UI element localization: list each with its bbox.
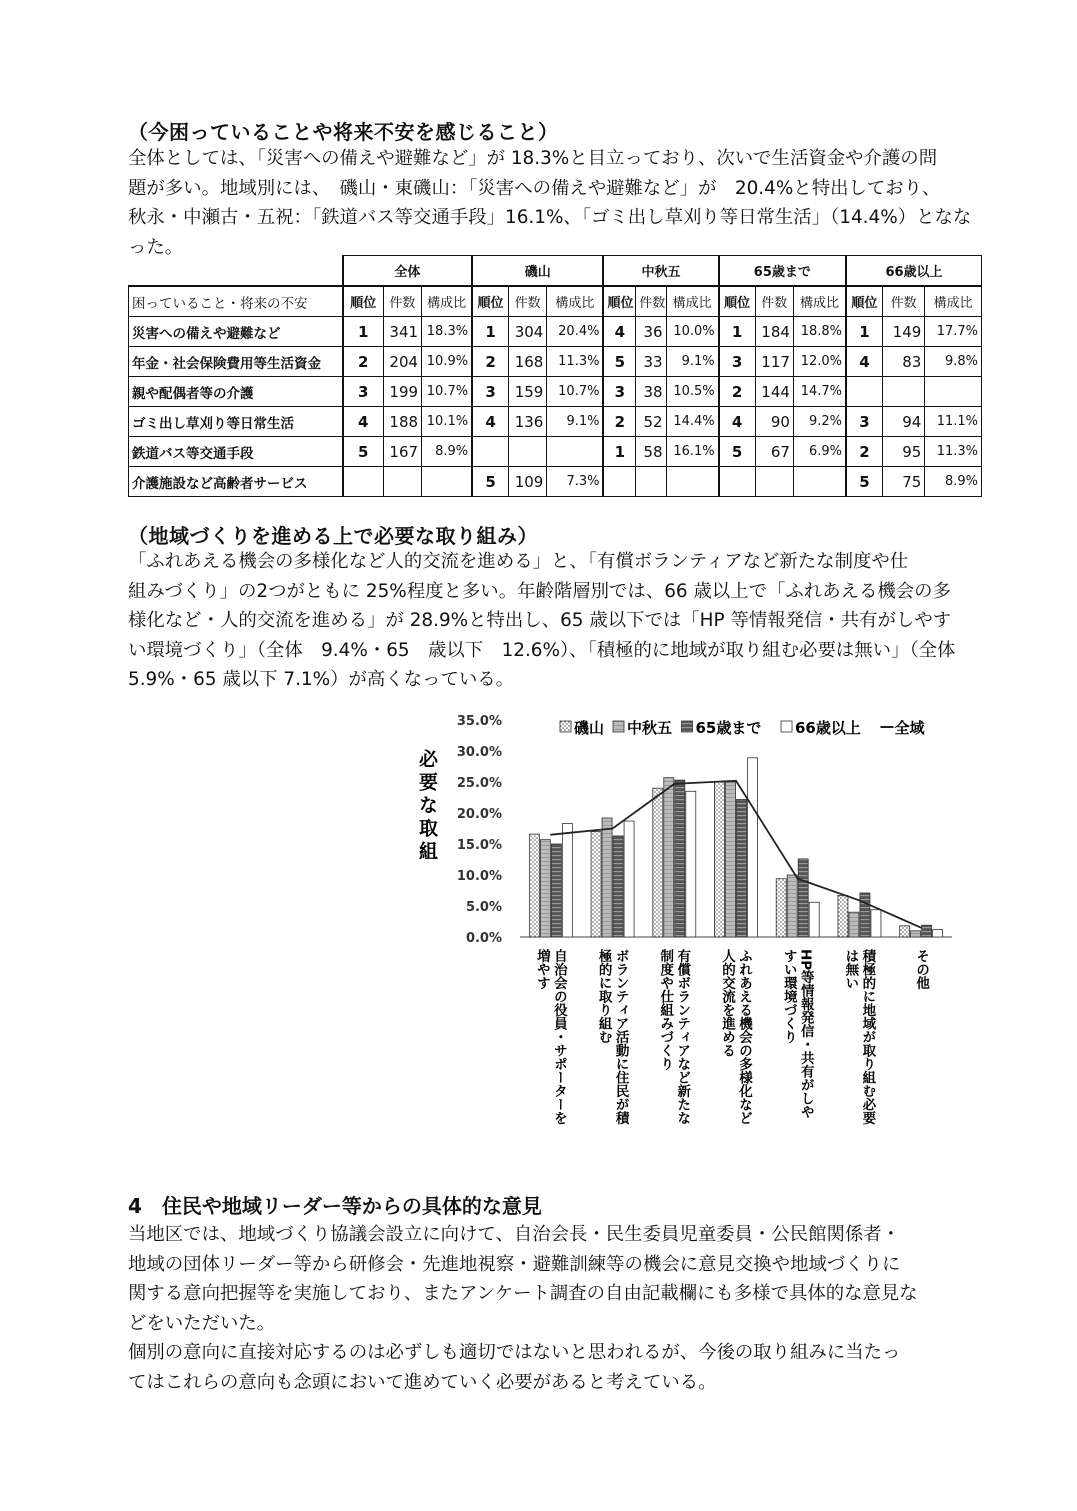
section2-line: 「ふれあえる機会の多様化など人的交流を進める」と、「有償ボランティアなど新たな制度や仕 <box>128 551 909 572</box>
table-cell-rank: 2 <box>472 347 508 377</box>
bar <box>664 778 674 937</box>
section4-line: どをいただいた。 <box>128 1312 276 1334</box>
bar <box>900 926 910 937</box>
table-cell-rank: 5 <box>603 347 635 377</box>
table-cell-ratio: 10.7% <box>547 377 604 407</box>
legend-swatch <box>560 721 571 732</box>
initiatives-chart <box>412 705 964 1157</box>
section4-line: 地域の団体リーダー等から研修会・先進地視察・避難訓練等の機会に意見交換や地域づくりに <box>128 1253 901 1275</box>
table-cell-count: 94 <box>882 407 924 437</box>
table-sub-header: 順位 <box>719 286 755 317</box>
bar <box>529 834 539 937</box>
legend-swatch <box>682 721 693 732</box>
line-point <box>550 834 552 836</box>
line-point <box>673 783 675 785</box>
table-cell-ratio: 17.7% <box>925 317 982 347</box>
table-cell-rank: 2 <box>603 407 635 437</box>
table-cell-rank: 4 <box>719 407 755 437</box>
section2-line: い環境づくり」（全体 9.4%・65 歳以下 12.6%）、「積極的に地域が取り組む必要は無い」（全体 <box>128 639 956 661</box>
table-cell-ratio <box>547 437 604 467</box>
table-sub-header: 件数 <box>636 286 666 317</box>
table-cell-count: 52 <box>636 407 666 437</box>
table-cell-rank <box>603 467 635 497</box>
x-category-label: 有償ボランティアなど新たな <box>674 949 691 1125</box>
bar <box>748 758 758 937</box>
table-corner <box>129 256 343 287</box>
table-cell-ratio: 9.8% <box>925 347 982 377</box>
table-cell-count: 149 <box>882 317 924 347</box>
bar <box>686 791 696 937</box>
x-category-label: その他 <box>913 949 930 990</box>
section4-paragraph <box>128 1220 984 1397</box>
bar <box>653 788 663 937</box>
table-row-label: 災害への備えや避難など <box>129 317 343 347</box>
y-tick-label: 35.0% <box>456 714 502 729</box>
y-tick-label: 0.0% <box>465 931 502 946</box>
table-cell-ratio: 11.3% <box>547 347 604 377</box>
table-cell-count <box>882 377 924 407</box>
legend-swatch <box>781 721 792 732</box>
table-cell-count: 188 <box>383 407 421 437</box>
section1-heading: （今困っていることや将来不安を感じること） <box>128 120 559 144</box>
bar <box>726 782 736 937</box>
line-point <box>920 927 922 929</box>
table-cell-rank: 2 <box>719 377 755 407</box>
line-point <box>797 878 799 880</box>
table-cell-count: 36 <box>636 317 666 347</box>
table-cell-rank: 5 <box>719 437 755 467</box>
x-category-label: HP等情報発信・共有がしや <box>797 949 814 1119</box>
bar <box>798 859 808 937</box>
table-cell-rank: 3 <box>343 377 383 407</box>
y-tick-label: 15.0% <box>456 838 502 853</box>
table-cell-rank: 3 <box>846 407 882 437</box>
table-cell-ratio <box>793 467 846 497</box>
x-category-label: すい環境づくり <box>780 949 797 1044</box>
table-row <box>129 467 982 497</box>
x-category-label: 増やす <box>533 949 550 990</box>
table-cell-ratio: 14.4% <box>666 407 719 437</box>
table-cell-rank: 5 <box>472 467 508 497</box>
legend-label: 全域 <box>894 719 925 737</box>
section4-line: 関する意向把握等を実施しており、またアンケート調査の自由記載欄にも多様で具体的な意見な <box>128 1283 918 1304</box>
table-cell-count <box>755 467 793 497</box>
line-point <box>859 900 861 902</box>
x-category-label: 制度や仕組みづくり <box>657 949 674 1071</box>
legend-label: 中秋五 <box>627 719 673 737</box>
bar <box>860 893 870 937</box>
table-cell-ratio: 18.3% <box>422 317 473 347</box>
table-cell-count: 341 <box>383 317 421 347</box>
section1-paragraph <box>128 144 984 262</box>
table-group-header: 磯山 <box>472 256 603 287</box>
table-row-label: 親や配偶者等の介護 <box>129 377 343 407</box>
x-category-label: 人的交流を進める <box>719 949 735 1057</box>
table-cell-count: 159 <box>508 377 546 407</box>
table-cell-count: 75 <box>882 467 924 497</box>
section2-paragraph <box>128 547 984 695</box>
table-row <box>129 437 982 467</box>
table-row-label: 介護施設など高齢者サービス <box>129 467 343 497</box>
bar <box>602 818 612 937</box>
table-row <box>129 407 982 437</box>
table-group-header: 全体 <box>343 256 472 287</box>
table-cell-ratio: 11.1% <box>925 407 982 437</box>
y-axis-label: 必要な取組 <box>416 749 438 864</box>
table-group-header: 65歳まで <box>719 256 846 287</box>
table-cell-ratio: 6.9% <box>793 437 846 467</box>
table-cell-ratio: 11.3% <box>925 437 982 467</box>
section4-line: 個別の意向に直接対応するのは必ずしも適切ではないと思われるが、今後の取り組みに当たっ <box>128 1342 901 1363</box>
bar <box>871 910 881 937</box>
table-cell-count <box>636 467 666 497</box>
section4-heading: 4 住民や地域リーダー等からの具体的な意見 <box>128 1194 542 1218</box>
table-cell-rank <box>343 467 383 497</box>
section1-line: 全体としては、「災害への備えや避難など」が 18.3%と目立っており、次いで生活資金や介護の問 <box>128 148 938 169</box>
bar <box>551 844 561 937</box>
table-cell-count: 136 <box>508 407 546 437</box>
legend-label: 65歳まで <box>695 719 762 737</box>
table-sub-header: 構成比 <box>547 286 604 317</box>
bar <box>787 875 797 937</box>
table-cell-ratio: 10.0% <box>666 317 719 347</box>
table-sub-header: 構成比 <box>925 286 982 317</box>
table-cell-ratio: 20.4% <box>547 317 604 347</box>
legend <box>560 719 926 737</box>
y-tick-label: 20.0% <box>456 807 502 822</box>
table-cell-rank: 4 <box>472 407 508 437</box>
section2-line: 5.9%・65 歳以下 7.1%）が高くなっている。 <box>128 669 515 690</box>
table-cell-count: 95 <box>882 437 924 467</box>
bar <box>922 925 932 937</box>
table-cell-ratio <box>925 377 982 407</box>
section4-line: てはこれらの意向も念頭において進めていく必要があると考えている。 <box>128 1371 717 1393</box>
table-row <box>129 317 982 347</box>
table-cell-count: 204 <box>383 347 421 377</box>
table-cell-rank: 3 <box>603 377 635 407</box>
legend-label: 磯山 <box>574 719 605 737</box>
table-cell-ratio: 10.9% <box>422 347 473 377</box>
table-cell-ratio: 10.1% <box>422 407 473 437</box>
table-group-header: 中秋五 <box>603 256 718 287</box>
table-row <box>129 347 982 377</box>
table-cell-ratio: 8.9% <box>925 467 982 497</box>
bar <box>849 912 859 937</box>
section2-line: 様化など・人的交流を進める」が 28.9%と特出し、65 歳以下では「HP 等情報発信・共有がしやす <box>128 610 952 631</box>
table-cell-rank: 3 <box>719 347 755 377</box>
table-cell-count: 67 <box>755 437 793 467</box>
bar <box>838 895 848 937</box>
table-cell-rank: 1 <box>472 317 508 347</box>
table-sub-header: 構成比 <box>793 286 846 317</box>
table-sub-header: 構成比 <box>666 286 719 317</box>
table-group-header: 66歳以上 <box>846 256 982 287</box>
table-sub-header: 構成比 <box>422 286 473 317</box>
table-cell-ratio: 8.9% <box>422 437 473 467</box>
table-cell-count: 58 <box>636 437 666 467</box>
table-cell-ratio: 10.5% <box>666 377 719 407</box>
table-cell-rank: 3 <box>472 377 508 407</box>
section1-line: った。 <box>128 236 184 258</box>
table-cell-ratio: 18.8% <box>793 317 846 347</box>
table-row-label: 年金・社会保険費用等生活資金 <box>129 347 343 377</box>
table-cell-rank: 2 <box>343 347 383 377</box>
bar <box>776 879 786 937</box>
x-category-label: 自治会の役員・サポーターを <box>550 949 567 1125</box>
table-cell-count: 117 <box>755 347 793 377</box>
table-cell-rank <box>719 467 755 497</box>
concerns-table <box>128 255 982 497</box>
table-cell-count: 144 <box>755 377 793 407</box>
table-cell-count: 83 <box>882 347 924 377</box>
bar <box>715 782 725 937</box>
x-category-label: は無い <box>842 949 859 990</box>
table-row-label: ゴミ出し草刈り等日常生活 <box>129 407 343 437</box>
bar <box>591 832 601 937</box>
table-cell-count: 304 <box>508 317 546 347</box>
y-tick-label: 5.0% <box>465 900 502 915</box>
table-cell-rank <box>846 377 882 407</box>
bar <box>562 824 572 937</box>
bar <box>933 930 943 937</box>
y-tick-label: 30.0% <box>456 745 502 760</box>
x-category-label: 積極的に地域が取り組む必要 <box>859 949 876 1125</box>
table-row <box>129 377 982 407</box>
table-sub-header: 順位 <box>603 286 635 317</box>
table-cell-rank: 5 <box>846 467 882 497</box>
table-cell-count: 33 <box>636 347 666 377</box>
table-sub-header: 件数 <box>383 286 421 317</box>
table-cell-rank <box>472 437 508 467</box>
section1-line: 秋永・中瀬古・五祝：「鉄道バス等交通手段」16.1%、「ゴミ出し草刈り等日常生活」（14.4%）となな <box>128 207 972 228</box>
line-point <box>735 780 737 782</box>
table-sub-header: 件数 <box>508 286 546 317</box>
legend-swatch <box>613 721 624 732</box>
table-cell-ratio: 9.2% <box>793 407 846 437</box>
table-cell-rank: 1 <box>343 317 383 347</box>
table-cell-count: 109 <box>508 467 546 497</box>
table-cell-ratio <box>666 467 719 497</box>
bar <box>624 821 634 937</box>
table-sub-header: 件数 <box>882 286 924 317</box>
table-cell-count: 199 <box>383 377 421 407</box>
table-cell-count: 90 <box>755 407 793 437</box>
x-category-label: 極的に取り組む <box>595 949 612 1044</box>
table-row-label: 鉄道バス等交通手段 <box>129 437 343 467</box>
table-cell-ratio: 9.1% <box>666 347 719 377</box>
table-cell-ratio: 16.1% <box>666 437 719 467</box>
bar <box>737 799 747 937</box>
table-cell-rank: 5 <box>343 437 383 467</box>
line-point <box>612 828 614 830</box>
table-cell-rank: 1 <box>846 317 882 347</box>
x-category-label: ふれあえる機会の多様化など <box>736 949 752 1125</box>
table-cell-count: 167 <box>383 437 421 467</box>
legend-label: 66歳以上 <box>795 719 861 737</box>
table-cell-ratio: 7.3% <box>547 467 604 497</box>
table-sub-header: 順位 <box>472 286 508 317</box>
section1-line: 題が多い。地域別には、 磯山・東磯山：「災害への備えや避難など」が 20.4%と特出しており、 <box>128 177 941 199</box>
table-cell-count <box>383 467 421 497</box>
table-cell-ratio: 14.7% <box>793 377 846 407</box>
table-cell-rank: 2 <box>846 437 882 467</box>
section2-heading: （地域づくりを進める上で必要な取り組み） <box>128 524 538 548</box>
y-tick-label: 10.0% <box>456 869 502 884</box>
table-cell-ratio: 10.7% <box>422 377 473 407</box>
table-cell-ratio: 12.0% <box>793 347 846 377</box>
bar <box>911 931 921 937</box>
table-cell-count: 38 <box>636 377 666 407</box>
table-cell-count <box>508 437 546 467</box>
bar <box>675 780 685 937</box>
table-cell-count: 168 <box>508 347 546 377</box>
bar <box>809 902 819 937</box>
table-sub-header: 順位 <box>343 286 383 317</box>
table-cell-count: 184 <box>755 317 793 347</box>
table-cell-rank: 4 <box>343 407 383 437</box>
y-tick-label: 25.0% <box>456 776 502 791</box>
table-cell-ratio: 9.1% <box>547 407 604 437</box>
table-cell-rank: 1 <box>719 317 755 347</box>
table-cell-ratio <box>422 467 473 497</box>
table-cell-rank: 4 <box>846 347 882 377</box>
table-sub-header: 件数 <box>755 286 793 317</box>
section4-line: 当地区では、地域づくり協議会設立に向けて、自治会長・民生委員児童委員・公民館関係者・ <box>128 1224 901 1245</box>
section2-line: 組みづくり」の2つがともに 25%程度と多い。年齢階層別では、66 歳以上で「ふれあえる機会の多 <box>128 580 951 602</box>
table-cell-rank: 1 <box>603 437 635 467</box>
bar <box>613 836 623 937</box>
table-row-header: 困っていること・将来の不安 <box>129 286 343 317</box>
bar <box>540 840 550 937</box>
table-cell-rank: 4 <box>603 317 635 347</box>
x-category-label: ボランティア活動に住民が積 <box>612 949 629 1125</box>
table-sub-header: 順位 <box>846 286 882 317</box>
